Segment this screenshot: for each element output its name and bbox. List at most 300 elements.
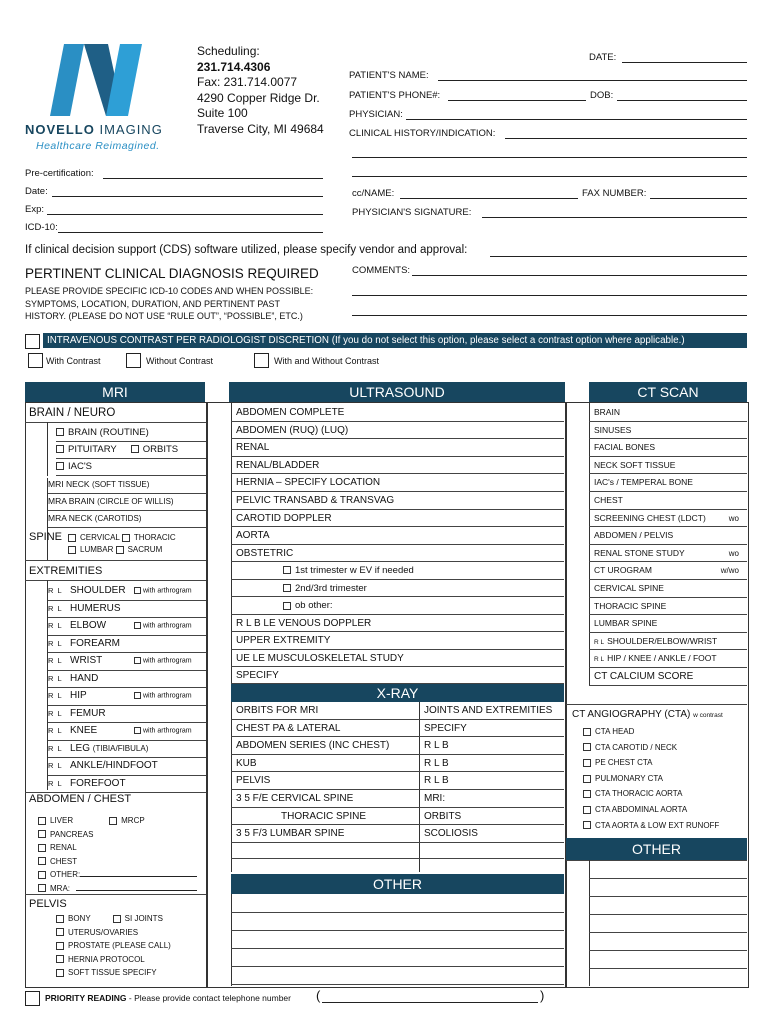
other-xray-header: OTHER (231, 874, 564, 894)
mri-mra-option[interactable] (38, 882, 145, 896)
xray-right-item-7[interactable] (419, 825, 564, 843)
fax-number-field[interactable] (650, 198, 747, 199)
address-line-2: Suite 100 (197, 106, 248, 120)
checkbox-icon[interactable] (56, 445, 64, 453)
mri-hip-label: HIP (70, 690, 87, 701)
xray-right-label: SCOLIOSIS (424, 828, 478, 840)
ct-other-line[interactable] (589, 878, 747, 879)
date-field[interactable] (622, 62, 747, 63)
mri-pituitary-label: PITUITARY (68, 444, 117, 455)
without-contrast-checkbox[interactable] (126, 353, 141, 368)
ct-item-3[interactable] (589, 457, 747, 475)
mri-liver-option[interactable] (38, 814, 145, 828)
mri-forearm-label: FOREARM (70, 637, 120, 649)
arthrogram-label: with arthrogram (143, 587, 192, 595)
checkbox-icon[interactable] (38, 844, 46, 852)
mri-other-option[interactable] (38, 868, 145, 882)
us-item-label: ABDOMEN (RUQ) (LUQ) (236, 424, 349, 436)
checkbox-icon[interactable] (583, 790, 591, 798)
us-item-0[interactable] (231, 404, 564, 422)
us2-item-label: UPPER EXTREMITY (236, 635, 331, 647)
ct-item-14[interactable] (589, 650, 747, 668)
checkbox-icon[interactable] (583, 743, 591, 751)
mri-spine-heading: SPINE (29, 531, 63, 543)
xray-left-item-3[interactable] (231, 755, 419, 773)
xray-left-item-4[interactable] (231, 772, 419, 790)
cta-item-3[interactable] (583, 771, 719, 787)
checkbox-icon[interactable] (583, 821, 591, 829)
xray-left-label: 3 5 F/E CERVICAL SPINE (236, 793, 354, 804)
xray-right-item-0[interactable] (419, 702, 564, 720)
xray-left-item-7[interactable] (231, 825, 419, 843)
checkbox-icon[interactable] (583, 775, 591, 783)
ct-item-12[interactable] (589, 615, 747, 633)
precert-field[interactable] (103, 178, 323, 179)
mri-prostate-option[interactable] (56, 939, 171, 953)
clinical-history-field[interactable] (505, 138, 747, 139)
right-left-selector[interactable]: R L (48, 621, 63, 630)
ct-item-0[interactable] (589, 404, 747, 422)
logo-tagline: Healthcare Reimagined. (36, 140, 160, 152)
mri-elbow-label: ELBOW (70, 620, 107, 631)
us-ob-item-2[interactable] (231, 597, 564, 615)
checkbox-icon[interactable] (56, 955, 64, 963)
priority-reading-text (45, 993, 291, 1003)
precert-date-field[interactable] (52, 196, 323, 197)
diagnosis-line-1: PLEASE PROVIDE SPECIFIC ICD-10 CODES AND WHEN POSSIBLE: (25, 286, 314, 296)
checkbox-icon[interactable] (283, 584, 291, 592)
mri-ankle-label: ANKLE/HINDFOOT (70, 760, 158, 771)
mra-brain-option[interactable] (48, 493, 206, 511)
right-left-selector[interactable]: R L (594, 638, 605, 646)
cta-item-1[interactable] (583, 740, 719, 756)
ct-item-label: CHEST (594, 495, 623, 505)
mri-chest-label: CHEST (50, 856, 78, 866)
mri-thoracic-label: THORACIC (133, 533, 176, 542)
checkbox-icon[interactable] (68, 534, 76, 542)
us-item-label: ABDOMEN COMPLETE (236, 407, 345, 418)
ct-item-6[interactable] (589, 510, 747, 528)
xray-right-item-2[interactable] (419, 737, 564, 755)
xray-left-label: ABDOMEN SERIES (INC CHEST) (236, 740, 390, 752)
checkbox-icon[interactable] (113, 915, 121, 923)
checkbox-icon[interactable] (283, 566, 291, 574)
ct-item-label: FACIAL BONES (594, 442, 656, 453)
diagnosis-line-2: SYMPTOMS, LOCATION, DURATION, AND PERTINENT PAST (25, 298, 281, 309)
checkbox-icon[interactable] (583, 728, 591, 736)
xray-left-label: 3 5 F/3 LUMBAR SPINE (236, 828, 345, 840)
ct-item-label: LUMBAR SPINE (594, 618, 658, 629)
ct-other-line[interactable] (589, 950, 747, 951)
checkbox-icon[interactable] (283, 602, 291, 610)
us2-item-3[interactable] (231, 667, 564, 684)
checkbox-icon[interactable] (38, 817, 46, 825)
ct-item-label: IAC's / TEMPERAL BONE (594, 477, 693, 488)
mri-brain-neuro-heading: BRAIN / NEURO (29, 407, 116, 419)
xray-right-label: SPECIFY (424, 722, 467, 734)
mri-neck-sub: (SOFT TISSUE) (91, 480, 150, 489)
mri-knee-label: KNEE (70, 725, 98, 736)
right-left-selector[interactable]: R L (48, 656, 63, 665)
right-left-selector[interactable]: R L (48, 691, 63, 700)
physician-signature-label: PHYSICIAN'S SIGNATURE: (352, 207, 472, 218)
comments-label: COMMENTS: (352, 265, 411, 276)
checkbox-icon[interactable] (56, 969, 64, 977)
ct-other-line[interactable] (589, 914, 747, 915)
checkbox-icon[interactable] (38, 884, 46, 892)
right-left-selector[interactable]: R L (48, 708, 63, 718)
ct-suffix: w/wo (720, 566, 739, 576)
mri-iacs-option[interactable] (56, 458, 206, 476)
mri-liver-label: LIVER (50, 816, 74, 825)
arthrogram-label: with arthrogram (143, 727, 192, 735)
checkbox-icon[interactable] (109, 817, 117, 825)
date-label: DATE: (589, 52, 617, 63)
right-left-selector[interactable]: R L (48, 778, 63, 788)
xray-right-item-1[interactable] (419, 720, 564, 738)
cta-title: CT ANGIOGRAPHY (CTA) (572, 709, 691, 720)
clinical-history-line-3[interactable] (352, 176, 747, 177)
scheduling-phone: 231.714.4306 (197, 59, 271, 74)
cta-item-label: CTA ABDOMINAL AORTA (595, 804, 688, 814)
checkbox-icon[interactable] (68, 546, 76, 554)
ct-item-label: ABDOMEN / PELVIS (594, 530, 674, 541)
ct-item-label: NECK SOFT TISSUE (594, 459, 676, 470)
mri-neck-label: MRI NECK (48, 479, 90, 489)
us-item-label: RENAL/BLADDER (236, 459, 320, 471)
mra-brain-label: MRA BRAIN (48, 496, 95, 506)
icd10-field[interactable] (58, 232, 323, 233)
cta-item-label: CTA AORTA & LOW EXT RUNOFF (595, 820, 720, 830)
logo-brand-1: NOVELLO (25, 122, 95, 137)
contact-block (197, 44, 324, 137)
ct-item-label: CT UROGRAM (594, 565, 652, 576)
us-item-label: CAROTID DOPPLER (236, 512, 332, 524)
mra-brain-sub: (CIRCLE OF WILLIS) (97, 497, 174, 506)
xray-right-label: MRI: (424, 793, 446, 804)
precert-exp-label: Exp: (25, 204, 45, 215)
us2-item-label: SPECIFY (236, 669, 279, 681)
mri-hernia-label: HERNIA PROTOCOL (68, 954, 145, 964)
physician-field[interactable] (406, 119, 747, 120)
cta-item-label: CTA CAROTID / NECK (595, 742, 678, 752)
ct-other-line[interactable] (589, 896, 747, 897)
checkbox-icon[interactable] (134, 587, 141, 594)
checkbox-icon[interactable] (134, 692, 141, 699)
xray-right-label: R L B (424, 757, 449, 769)
mri-humerus-option[interactable] (48, 600, 206, 619)
ct-item-2[interactable] (589, 439, 747, 457)
cta-item-4[interactable] (583, 786, 719, 802)
us-ob-label: ob other: (295, 600, 333, 612)
ct-suffix: wo (728, 513, 739, 523)
cta-item-0[interactable] (583, 724, 719, 740)
address-line-1: 4290 Copper Ridge Dr. (197, 90, 320, 105)
us-other-line[interactable] (231, 912, 564, 913)
comments-line-2[interactable] (352, 295, 747, 296)
right-left-selector[interactable]: R L (48, 743, 63, 753)
icd10-label: ICD-10: (25, 222, 58, 233)
mri-uterus-option[interactable] (56, 926, 171, 940)
checkbox-icon[interactable] (56, 928, 64, 936)
checkbox-icon[interactable] (134, 657, 141, 664)
checkbox-icon[interactable] (116, 546, 124, 554)
cds-label: If clinical decision support (CDS) software utilized, please specify vendor and approval: (25, 244, 468, 256)
with-and-without-contrast-label: With and Without Contrast (274, 356, 380, 366)
comments-line-3[interactable] (352, 315, 747, 316)
ct-item-8[interactable] (589, 545, 747, 563)
mri-forearm-option[interactable] (48, 635, 206, 654)
us-item-label: AORTA (236, 530, 270, 542)
cds-field[interactable] (490, 256, 747, 257)
physician-label: PHYSICIAN: (349, 109, 403, 120)
mri-hand-option[interactable] (48, 670, 206, 689)
mri-hand-label: HAND (70, 672, 99, 684)
xray-right-label: R L B (424, 775, 449, 787)
us-other-line[interactable] (231, 948, 564, 949)
patient-name-field[interactable] (438, 80, 747, 81)
us-ob-item-0[interactable] (231, 562, 564, 580)
mri-spine-options-2[interactable] (68, 545, 162, 554)
us-item-6[interactable] (231, 510, 564, 528)
mri-forefoot-option[interactable] (48, 775, 206, 794)
xray-left-label: KUB (236, 757, 257, 769)
ct-item-13[interactable] (589, 633, 747, 651)
with-contrast-checkbox[interactable] (28, 353, 43, 368)
us-item-1[interactable] (231, 422, 564, 440)
mri-spine-options-1[interactable] (68, 533, 176, 542)
mri-extremities-heading: EXTREMITIES (29, 565, 103, 577)
xray-right-label: JOINTS AND EXTREMITIES (424, 705, 553, 716)
xray-left-item-2[interactable] (231, 737, 419, 755)
ct-item-7[interactable] (589, 527, 747, 545)
cta-item-2[interactable] (583, 755, 719, 771)
cta-item-label: CTA HEAD (595, 727, 635, 736)
ct-item-10[interactable] (589, 580, 747, 598)
mri-pancreas-label: PANCREAS (50, 829, 94, 839)
ct-item-label: CT CALCIUM SCORE (594, 671, 694, 682)
checkbox-icon[interactable] (122, 534, 130, 542)
ct-item-11[interactable] (589, 598, 747, 616)
xray-right-item-6[interactable] (419, 808, 564, 826)
mri-renal-option[interactable] (38, 841, 145, 855)
mri-soft-tissue-option[interactable] (56, 966, 171, 980)
precert-label: Pre-certification: (25, 168, 94, 179)
dob-field[interactable] (617, 100, 747, 101)
without-contrast-label: Without Contrast (146, 356, 214, 366)
cta-item-label: PULMONARY CTA (595, 773, 664, 783)
diagnosis-line-3: HISTORY. (PLEASE DO NOT USE “RULE OUT”, “POSSIBLE”, ETC.) (25, 311, 303, 321)
logo-mark-icon (50, 40, 150, 120)
us-item-label: PELVIC TRANSABD & TRANSVAG (236, 495, 395, 506)
arthrogram-option[interactable] (134, 587, 192, 594)
us-item-8[interactable] (231, 545, 564, 563)
mra-neck-label: MRA NECK (48, 513, 93, 523)
xray-left-item-5[interactable] (231, 790, 419, 808)
mri-neck-option[interactable] (48, 476, 206, 494)
right-left-selector[interactable]: R L (48, 586, 63, 595)
precert-exp-field[interactable] (47, 214, 323, 215)
xray-left-label: THORACIC SPINE (281, 810, 367, 822)
patient-phone-field[interactable] (448, 100, 586, 101)
mri-bony-option[interactable] (56, 912, 171, 926)
us-item-label: HERNIA – SPECIFY LOCATION (236, 477, 381, 489)
checkbox-icon[interactable] (56, 915, 64, 923)
physician-signature-field[interactable] (482, 217, 747, 218)
us-item-2[interactable] (231, 439, 564, 457)
priority-phone-field[interactable] (322, 1002, 538, 1003)
ct-item-label: SCREENING CHEST (LDCT) (594, 512, 706, 523)
us-item-3[interactable] (231, 457, 564, 475)
right-left-selector[interactable]: R L (594, 656, 605, 664)
mri-renal-label: RENAL (50, 843, 77, 852)
checkbox-icon[interactable] (583, 806, 591, 814)
ct-item-5[interactable] (589, 492, 747, 510)
with-and-without-contrast-checkbox[interactable] (254, 353, 269, 368)
cta-item-label: PE CHEST CTA (595, 758, 653, 768)
clinical-history-line-2[interactable] (352, 157, 747, 158)
mri-orbits-label: ORBITS (142, 444, 179, 455)
checkbox-icon[interactable] (134, 727, 141, 734)
ct-item-label: CERVICAL SPINE (594, 583, 664, 593)
right-left-selector[interactable]: R L (48, 761, 63, 770)
mri-femur-option[interactable] (48, 705, 206, 724)
checkbox-icon[interactable] (134, 622, 141, 629)
mri-ankle-option[interactable] (48, 757, 206, 776)
xray-left-label: CHEST PA & LATERAL (236, 722, 341, 734)
mri-abdomen-chest-heading: ABDOMEN / CHEST (29, 793, 132, 805)
cc-name-label: cc/NAME: (352, 188, 395, 199)
mri-chest-option[interactable] (38, 855, 145, 869)
mri-iacs-label: IAC'S (68, 461, 92, 472)
xray-header: X-RAY (231, 684, 564, 702)
iv-contrast-banner: INTRAVENOUS CONTRAST PER RADIOLOGIST DISCRETION (If you do not select this option, please select a contrast option where applicable.) (43, 333, 747, 348)
us-item-5[interactable] (231, 492, 564, 510)
checkbox-icon[interactable] (56, 428, 64, 436)
mri-uterus-label: UTERUS/OVARIES (68, 927, 139, 937)
us-other-line[interactable] (231, 966, 564, 967)
xray-left-label: ORBITS FOR MRI (236, 705, 319, 716)
xray-left-item-1[interactable] (231, 720, 419, 738)
fax-number-label: FAX NUMBER: (582, 188, 647, 199)
xray-right-item-3[interactable] (419, 755, 564, 773)
comments-field[interactable] (412, 275, 747, 276)
xray-left-item-0[interactable] (231, 702, 419, 720)
mri-sacrum-label: SACRUM (127, 545, 163, 554)
us-ob-label: 1st trimester w EV if needed (295, 565, 414, 576)
patient-phone-label: PATIENT'S PHONE#: (349, 90, 441, 101)
priority-reading-checkbox[interactable] (25, 991, 40, 1006)
arthrogram-option[interactable] (134, 657, 192, 664)
us-item-4[interactable] (231, 474, 564, 492)
mri-lumbar-label: LUMBAR (80, 545, 114, 554)
cta-item-5[interactable] (583, 802, 719, 818)
us-other-line[interactable] (231, 984, 564, 985)
ct-item-label: SHOULDER/ELBOW/WRIST (607, 635, 718, 646)
checkbox-icon[interactable] (56, 462, 64, 470)
xray-right-item-5[interactable] (419, 790, 564, 808)
checkbox-icon[interactable] (583, 759, 591, 767)
mri-leg-option[interactable] (48, 740, 206, 759)
mri-pelvis-heading: PELVIS (29, 898, 67, 910)
us2-item-2[interactable] (231, 650, 564, 667)
precert-date-label: Date: (25, 186, 48, 197)
checkbox-icon[interactable] (131, 445, 139, 453)
mri-leg-label: LEG (70, 742, 91, 754)
iv-contrast-checkbox[interactable] (25, 334, 40, 349)
mri-wrist-label: WRIST (70, 655, 103, 666)
arthrogram-option[interactable] (134, 692, 192, 699)
xray-right-label: R L B (424, 740, 449, 752)
patient-name-label: PATIENT'S NAME: (349, 70, 429, 81)
us-other-line[interactable] (231, 930, 564, 931)
logo-brand-2: IMAGING (99, 122, 163, 137)
ct-item-1[interactable] (589, 422, 747, 440)
priority-reading-label: PRIORITY READING (45, 993, 127, 1003)
diagnosis-instructions (25, 285, 313, 323)
ct-item-9[interactable] (589, 562, 747, 580)
ct-item-label: RENAL STONE STUDY (594, 547, 685, 558)
mri-mra-field[interactable] (76, 890, 197, 891)
right-left-selector[interactable]: R L (48, 726, 63, 735)
mri-pituitary-option[interactable] (56, 441, 206, 459)
mri-brain-routine-option[interactable] (56, 424, 206, 442)
cc-name-field[interactable] (400, 198, 578, 199)
other-ct-header: OTHER (566, 838, 747, 860)
cta-item-6[interactable] (583, 818, 719, 834)
us-item-label: RENAL (236, 442, 270, 454)
ct-scan-header: CT SCAN (589, 382, 747, 402)
arthrogram-option[interactable] (134, 727, 192, 734)
ct-other-line[interactable] (589, 932, 747, 933)
ct-item-4[interactable] (589, 474, 747, 492)
priority-open-paren: ( (316, 988, 321, 1003)
mri-cervical-label: CERVICAL (80, 533, 120, 542)
address-line-3: Traverse City, MI 49684 (197, 121, 324, 136)
right-left-selector[interactable]: R L (48, 603, 63, 613)
us2-item-0[interactable] (231, 615, 564, 632)
checkbox-icon[interactable] (38, 871, 46, 879)
xray-right-label: ORBITS (424, 810, 462, 822)
right-left-selector[interactable]: R L (48, 673, 63, 683)
arthrogram-option[interactable] (134, 622, 192, 629)
ct-item-label: HIP / KNEE / ANKLE / FOOT (607, 653, 717, 664)
checkbox-icon[interactable] (38, 857, 46, 865)
priority-close-paren: ) (540, 988, 545, 1003)
mri-other-field[interactable] (80, 876, 197, 877)
us2-item-1[interactable] (231, 632, 564, 649)
mra-neck-sub: (CAROTIDS) (94, 514, 142, 523)
mri-shoulder-label: SHOULDER (70, 585, 126, 596)
xray-right-item-4[interactable] (419, 772, 564, 790)
xray-left-item-6[interactable] (231, 808, 419, 826)
xray-left-label: PELVIS (236, 775, 271, 787)
ct-item-15[interactable] (589, 668, 747, 686)
cta-heading (572, 709, 723, 720)
right-left-selector[interactable]: R L (48, 638, 63, 648)
mri-soft-tissue-label: SOFT TISSUE SPECIFY (68, 968, 157, 977)
mri-pancreas-option[interactable] (38, 828, 145, 842)
ct-other-line[interactable] (589, 968, 747, 969)
checkbox-icon[interactable] (38, 830, 46, 838)
mri-hernia-option[interactable] (56, 953, 171, 967)
us-item-7[interactable] (231, 527, 564, 545)
mri-leg-sub: (TIBIA/FIBULA) (92, 743, 149, 753)
mra-neck-option[interactable] (48, 510, 206, 528)
us-ob-item-1[interactable] (231, 580, 564, 598)
checkbox-icon[interactable] (56, 942, 64, 950)
diagnosis-title: PERTINENT CLINICAL DIAGNOSIS REQUIRED (25, 266, 319, 281)
